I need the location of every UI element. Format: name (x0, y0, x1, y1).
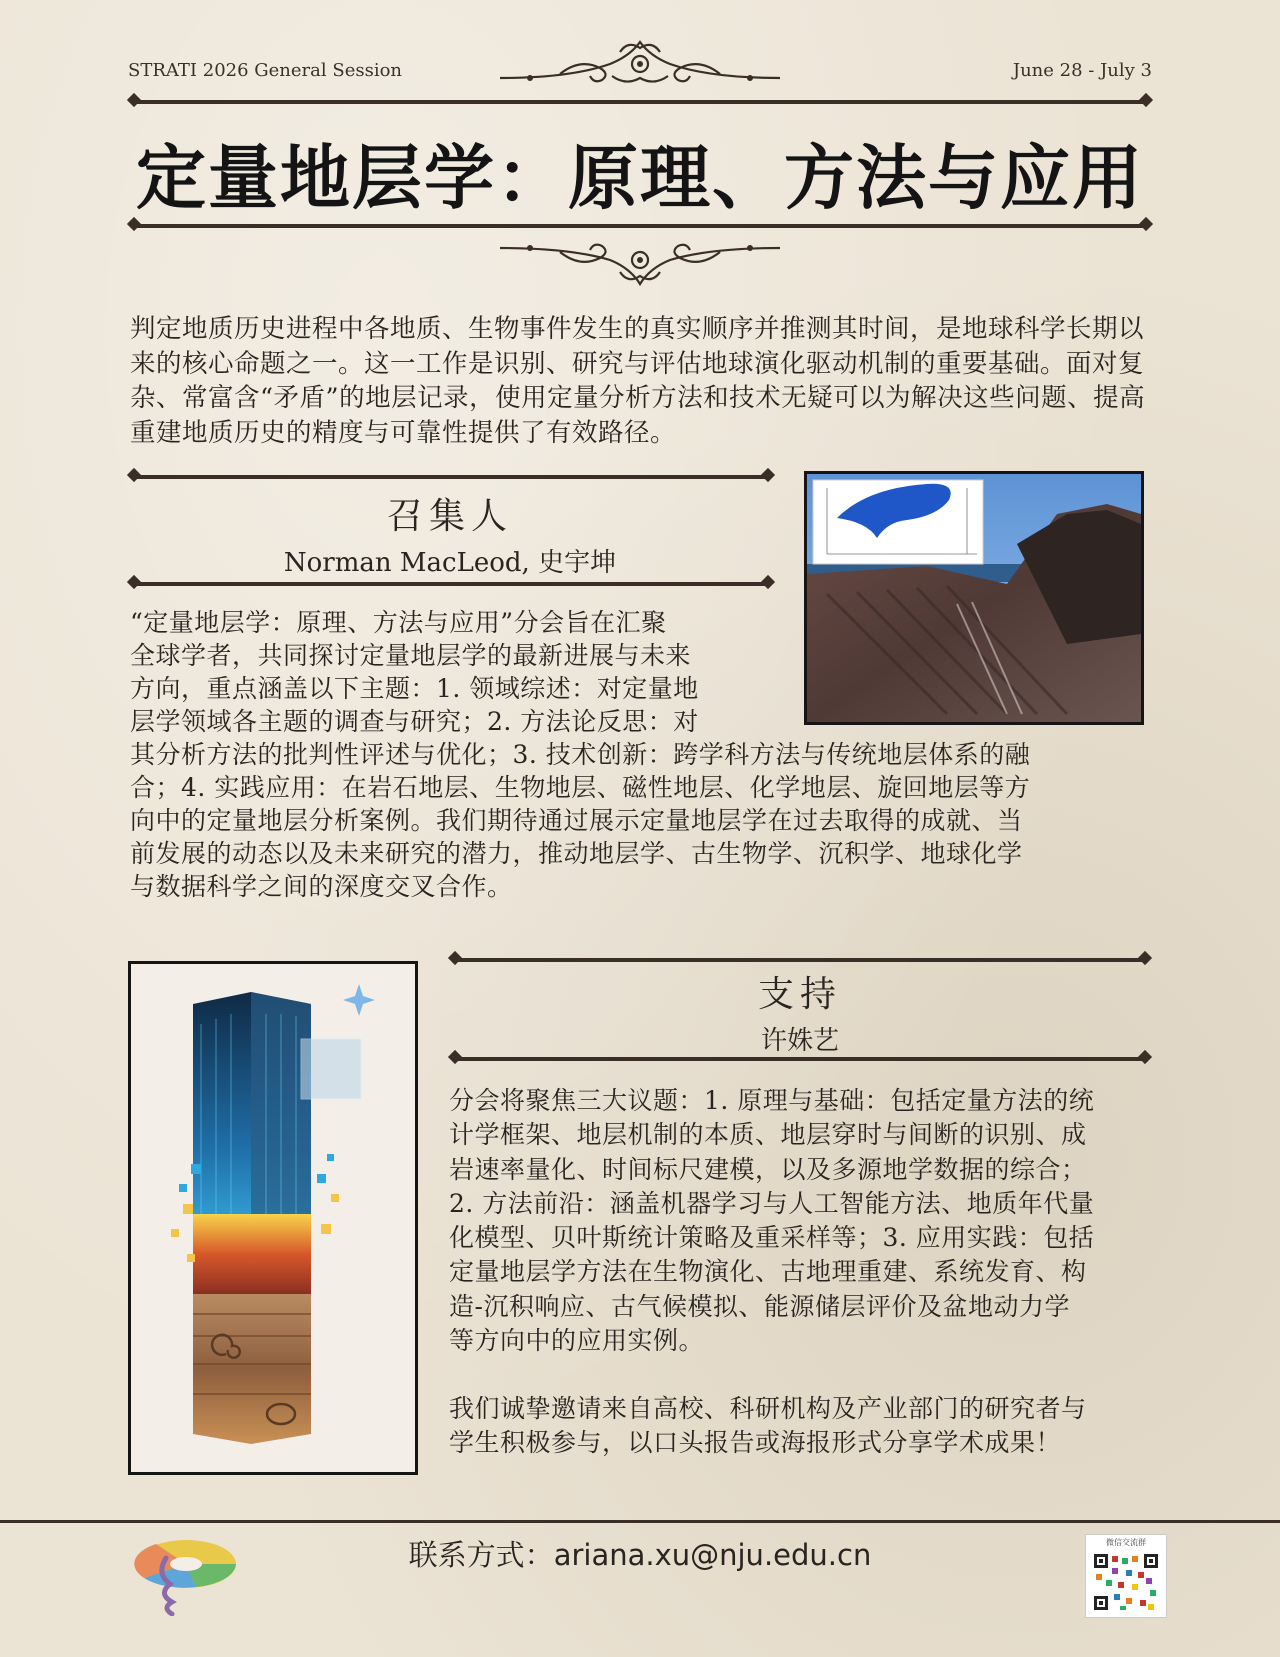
support-body (449, 1084, 1169, 1358)
support-names: 许姝艺 (760, 1026, 839, 1056)
contact-label: 联系方式： (408, 1538, 554, 1572)
support-body-line: 造-沉积响应、古气候模拟、能源储层评价及盆地动力学 (449, 1291, 1070, 1321)
support-body-line: 计学框架、地层机制的本质、地层穿时与间断的识别、成 (449, 1120, 1087, 1150)
convenor-body-line: 全球学者，共同探讨定量地层学的最新进展与未来 (130, 641, 692, 670)
bottom-flourish-ornament (500, 236, 780, 292)
convenor-body-line: 方向，重点涵盖以下主题：1. 领域综述：对定量地 (130, 674, 699, 703)
qr-caption: 微信交流群 (1106, 1538, 1146, 1547)
convenor-body-line: 合；4. 实践应用：在岩石地层、生物地层、磁性地层、化学地层、旋回地层等方 (130, 773, 1031, 802)
convenor-bottom-rule (134, 582, 768, 586)
convenor-heading: 召集人 (386, 496, 513, 537)
convenor-body-line: 其分析方法的批判性评述与优化；3. 技术创新：跨学科方法与传统地层体系的融 (130, 740, 1031, 769)
support-top-rule (455, 958, 1145, 962)
invitation-line: 我们诚挚邀请来自高校、科研机构及产业部门的研究者与 (449, 1394, 1087, 1423)
convenor-top-rule (134, 475, 768, 479)
convenor-names: Norman MacLeod, 史宇坤 (283, 548, 617, 578)
support-heading: 支持 (757, 974, 842, 1015)
support-bottom-rule (455, 1057, 1145, 1061)
footer-rule (0, 1520, 1280, 1523)
support-body-line: 2. 方法前沿：涵盖机器学习与人工智能方法、地质年代量 (449, 1188, 1095, 1218)
invitation-paragraph (449, 1392, 1169, 1461)
convenor-body-line: “定量地层学：原理、方法与应用”分会旨在汇聚 (130, 608, 667, 637)
convenor-body-line: 与数据科学之间的深度交叉合作。 (130, 872, 513, 901)
convenor-body-line: 向中的定量地层分析案例。我们期待通过展示定量地层学在过去取得的成就、当 (130, 806, 1023, 835)
support-body-line: 化模型、贝叶斯统计策略及重采样等；3. 应用实践：包括 (449, 1223, 1095, 1253)
support-body-line: 分会将聚焦三大议题：1. 原理与基础：包括定量方法的统 (449, 1086, 1095, 1115)
event-name: STRATI 2026 General Session (128, 60, 403, 81)
convenor-body-line: 前发展的动态以及未来研究的潜力，推动地层学、古生物学、沉积学、地球化学 (130, 839, 1023, 868)
contact-email-link[interactable]: ariana.xu@nju.edu.cn (553, 1538, 872, 1572)
header-top-rule (134, 100, 1146, 104)
invitation-line: 学生积极参与，以口头报告或海报形式分享学术成果！ (449, 1428, 1062, 1458)
support-body-line: 定量地层学方法在生物演化、古地理重建、系统发育、构 (449, 1257, 1087, 1287)
stratigraphic-column-illustration (128, 961, 418, 1475)
header-bottom-rule (134, 224, 1146, 228)
page-title: 定量地层学：原理、方法与应用 (136, 137, 1144, 219)
convenor-body (130, 606, 1160, 903)
convenor-body-line: 层学领域各主题的调查与研究；2. 方法论反思：对 (130, 707, 699, 736)
wechat-qr-code (1086, 1535, 1166, 1617)
intro-paragraph: 判定地质历史进程中各地质、生物事件发生的真实顺序并推测其时间，是地球科学长期以来的核心命题之一。这一工作是识别、研究与评估地球演化驱动机制的重要基础。面对复杂、常富含“矛盾”的地层记录，使用定量分析方法和技术无疑可以为解决这些问题、提高重建地质历史的精度与可靠性提供了有效路径。 (130, 314, 1146, 448)
event-dates: June 28 - July 3 (1012, 60, 1152, 81)
support-body-line: 等方向中的应用实例。 (449, 1326, 705, 1356)
support-body-line: 岩速率量化、时间标尺建模，以及多源地学数据的综合； (449, 1154, 1087, 1184)
top-flourish-ornament (500, 34, 780, 90)
